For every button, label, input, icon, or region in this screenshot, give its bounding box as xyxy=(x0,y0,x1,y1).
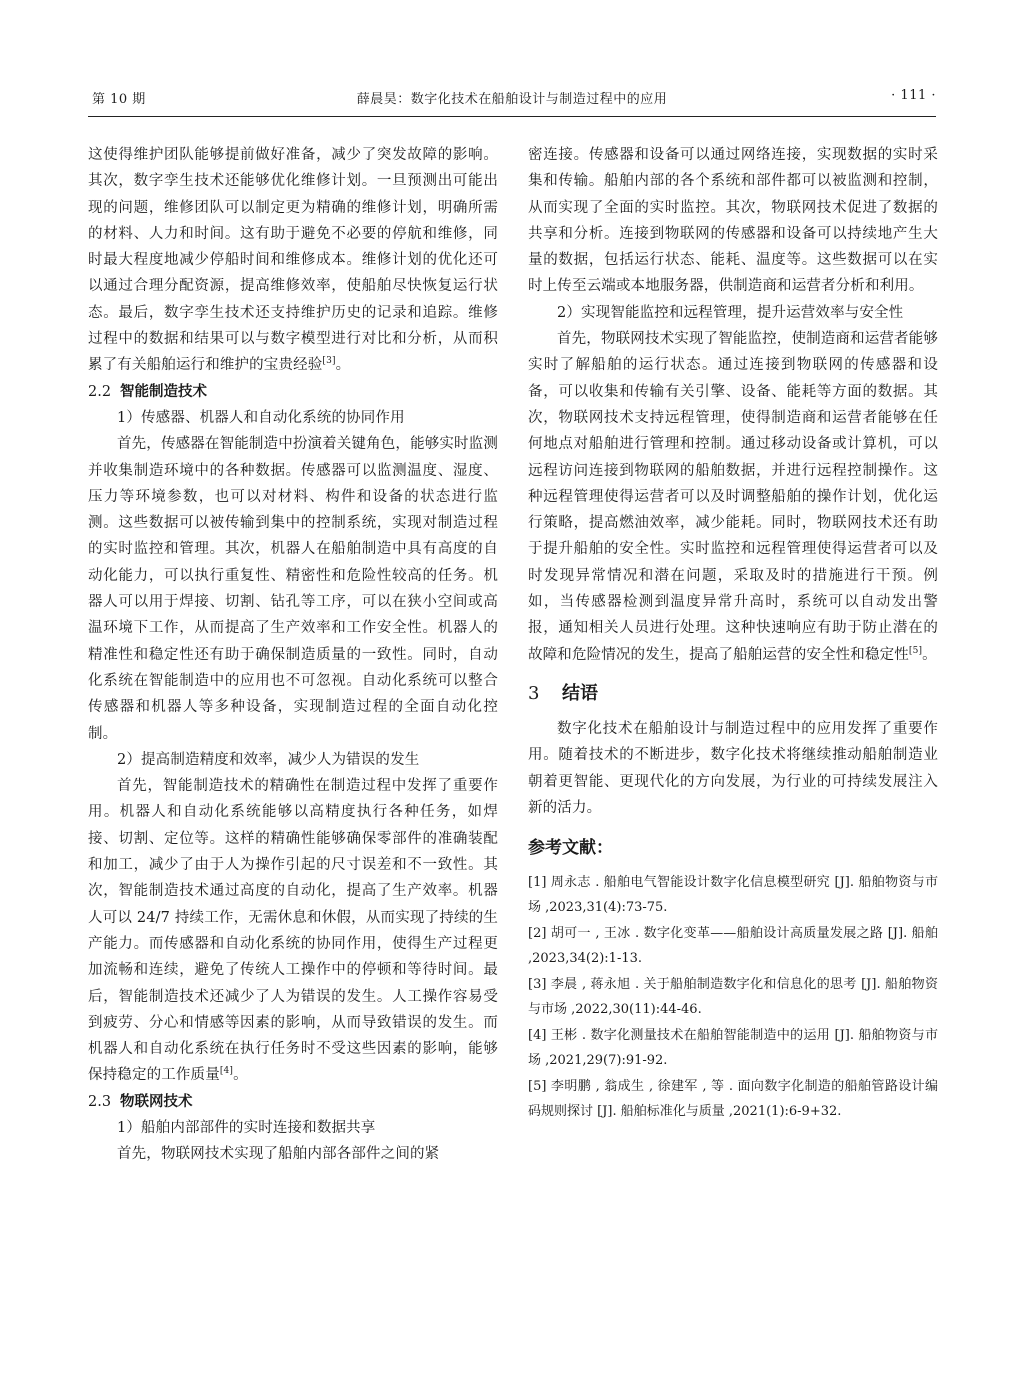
running-title: 薛晨昊：数字化技术在船舶设计与制造过程中的应用 xyxy=(356,92,668,107)
section-number: 3 xyxy=(528,682,540,704)
paragraph: 首先，物联网技术实现了船舶内部各部件之间的紧 xyxy=(117,1146,440,1163)
paragraph-text: 首先，物联网技术实现了智能监控，使制造商和运营者能够实时了解船舶的运行状态。通过连接到物联网的传感器和设备，可以收集和传输有关引擎、设备、能耗等方面的数据。其次，物联网技术支持远程管理，使得制造商和运营者能够在任何地点对船舶进行管理和控制。通过移动设备或计算机，可以远程访问连接到物联网的船舶数据，并进行远程控制操作。这种远程管理使得运营者可以及时调整船舶的操作计划，优化运行策略，提高燃油效率，减少能耗。同时，物联网技术还有助于提升船舶的安全性。实时监控和远程管理使得运营者可以及时发现异常情况和潜在问题，采取及时的措施进行干预。例如，当传感器检测到温度异常升高时，系统可以自动发出警报，通知相关人员进行处理。这种快速响应有助于防止潜在的故障和危险情况的发生，提高了船舶运营的安全性和稳定性 xyxy=(528,331,938,663)
reference-item: [5] 李明鹏 , 翁成生 , 徐建军 , 等 . 面向数字化制造的船舶管路设计编码规则探讨 [J]. 船舶标准化与质量 ,2021(1):6-9+32. xyxy=(528,1079,938,1119)
section-heading-2-2 xyxy=(88,379,498,405)
punctuation: 。 xyxy=(922,646,937,663)
section-heading-2-3 xyxy=(88,1089,498,1115)
paragraph xyxy=(528,326,938,668)
subheading: 1）船舶内部部件的实时连接和数据共享 xyxy=(117,1119,376,1136)
paragraph: 首先，传感器在智能制造中扮演着关键角色，能够实时监测并收集制造环境中的各种数据。传感器可以监测温度、湿度、压力等环境参数，也可以对材料、构件和设备的状态进行监测。这些数据可以被传输到集中的控制系统，实现对制造过程的实时监控和管理。其次，机器人在船舶制造中具有高度的自动化能力，可以执行重复性、精密性和危险性较高的任务。机器人可以用于焊接、切割、钻孔等工序，可以在狭小空间或高温环境下工作，从而提高了生产效率和工作安全性。机器人的精准性和稳定性还有助于确保制造质量的一致性。同时，自动化系统在智能制造中的应用也不可忽视。自动化系统可以整合传感器和机器人等多种设备，实现制造过程的全面自动化控制。 xyxy=(88,436,498,742)
section-title: 物联网技术 xyxy=(120,1092,193,1110)
paragraph xyxy=(88,142,498,379)
citation: [4] xyxy=(219,1066,234,1077)
issue-number: 第 10 期 xyxy=(92,92,146,107)
citation: [5] xyxy=(908,645,923,656)
reference-item: [2] 胡可一 , 王冰 . 数字化变革——船舶设计高质量发展之路 [J]. 船舶 ,2023,34(2):1-13. xyxy=(528,926,938,966)
section-number: 2.2 xyxy=(88,383,112,400)
right-column xyxy=(528,142,938,1126)
section-number: 2.3 xyxy=(88,1093,112,1110)
left-column xyxy=(88,142,498,1168)
paragraph xyxy=(88,773,498,1089)
subheading: 2）实现智能监控和远程管理，提升运营效率与安全性 xyxy=(557,304,904,321)
references-title: 参考文献： xyxy=(528,838,613,859)
section-heading-3 xyxy=(528,680,938,708)
reference-item: [3] 李晨 , 蒋永旭 . 关于船舶制造数字化和信息化的思考 [J]. 船舶物资与市场 ,2022,30(11):44-46. xyxy=(528,977,938,1017)
paragraph: 数字化技术在船舶设计与制造过程中的应用发挥了重要作用。随着技术的不断进步，数字化技术将继续推动船舶制造业朝着更智能、更现代化的方向发展，为行业的可持续发展注入新的活力。 xyxy=(528,720,938,816)
citation: [3] xyxy=(322,356,336,367)
punctuation: 。 xyxy=(233,1067,248,1084)
section-title: 结语 xyxy=(562,682,598,704)
section-title: 智能制造技术 xyxy=(120,382,207,400)
paragraph: 密连接。传感器和设备可以通过网络连接，实现数据的实时采集和传输。船舶内部的各个系统和部件都可以被监测和控制，从而实现了全面的实时监控。其次，物联网技术促进了数据的共享和分析。连接到物联网的传感器和设备可以持续地产生大量的数据，包括运行状态、能耗、温度等。这些数据可以在实时上传至云端或本地服务器，供制造商和运营者分析和利用。 xyxy=(528,147,938,295)
page-header xyxy=(88,84,936,108)
paragraph-text: 首先，智能制造技术的精确性在制造过程中发挥了重要作用。机器人和自动化系统能够以高精度执行各种任务，如焊接、切割、定位等。这样的精确性能够确保零部件的准确装配和加工，减少了由于人为操作引起的尺寸误差和不一致性。其次，智能制造技术通过高度的自动化，提高了生产效率。机器人可以 24/7 持续工作，无需休息和休假，从而实现了持续的生产能力。而传感器和自动化系统的协同作用，使得生产过程更加流畅和连续，避免了传统人工操作中的停顿和等待时间。最后，智能制造技术还减少了人为错误的发生。人工操作容易受到疲劳、分心和情感等因素的影响，从而导致错误的发生。而机器人和自动化系统在执行任务时不受这些因素的影响，能够保持稳定的工作质量 xyxy=(88,778,498,1084)
paragraph-text: 这使得维护团队能够提前做好准备，减少了突发故障的影响。其次，数字孪生技术还能够优化维修计划。一旦预测出可能出现的问题，维修团队可以制定更为精确的维修计划，明确所需的材料、人力和时间。这有助于避免不必要的停航和维修，同时最大程度地减少停船时间和维修成本。维修计划的优化还可以通过合理分配资源，提高维修效率，使船舶尽快恢复运行状态。最后，数字孪生技术还支持维护历史的记录和追踪。维修过程中的数据和结果可以与数字模型进行对比和分析，从而积累了有关船舶运行和维护的宝贵经验 xyxy=(88,147,498,374)
page-number: · 111 · xyxy=(891,88,936,103)
reference-item: [4] 王彬 . 数字化测量技术在船舶智能制造中的运用 [J]. 船舶物资与市场 ,2021,29(7):91-92. xyxy=(528,1028,938,1068)
subheading: 2）提高制造精度和效率，减少人为错误的发生 xyxy=(117,751,420,768)
punctuation: 。 xyxy=(335,357,351,374)
subheading: 1）传感器、机器人和自动化系统的协同作用 xyxy=(117,409,405,426)
reference-item: [1] 周永志 . 船舶电气智能设计数字化信息模型研究 [J]. 船舶物资与市场 ,2023,31(4):73-75. xyxy=(528,875,938,915)
header-rule xyxy=(88,116,936,117)
